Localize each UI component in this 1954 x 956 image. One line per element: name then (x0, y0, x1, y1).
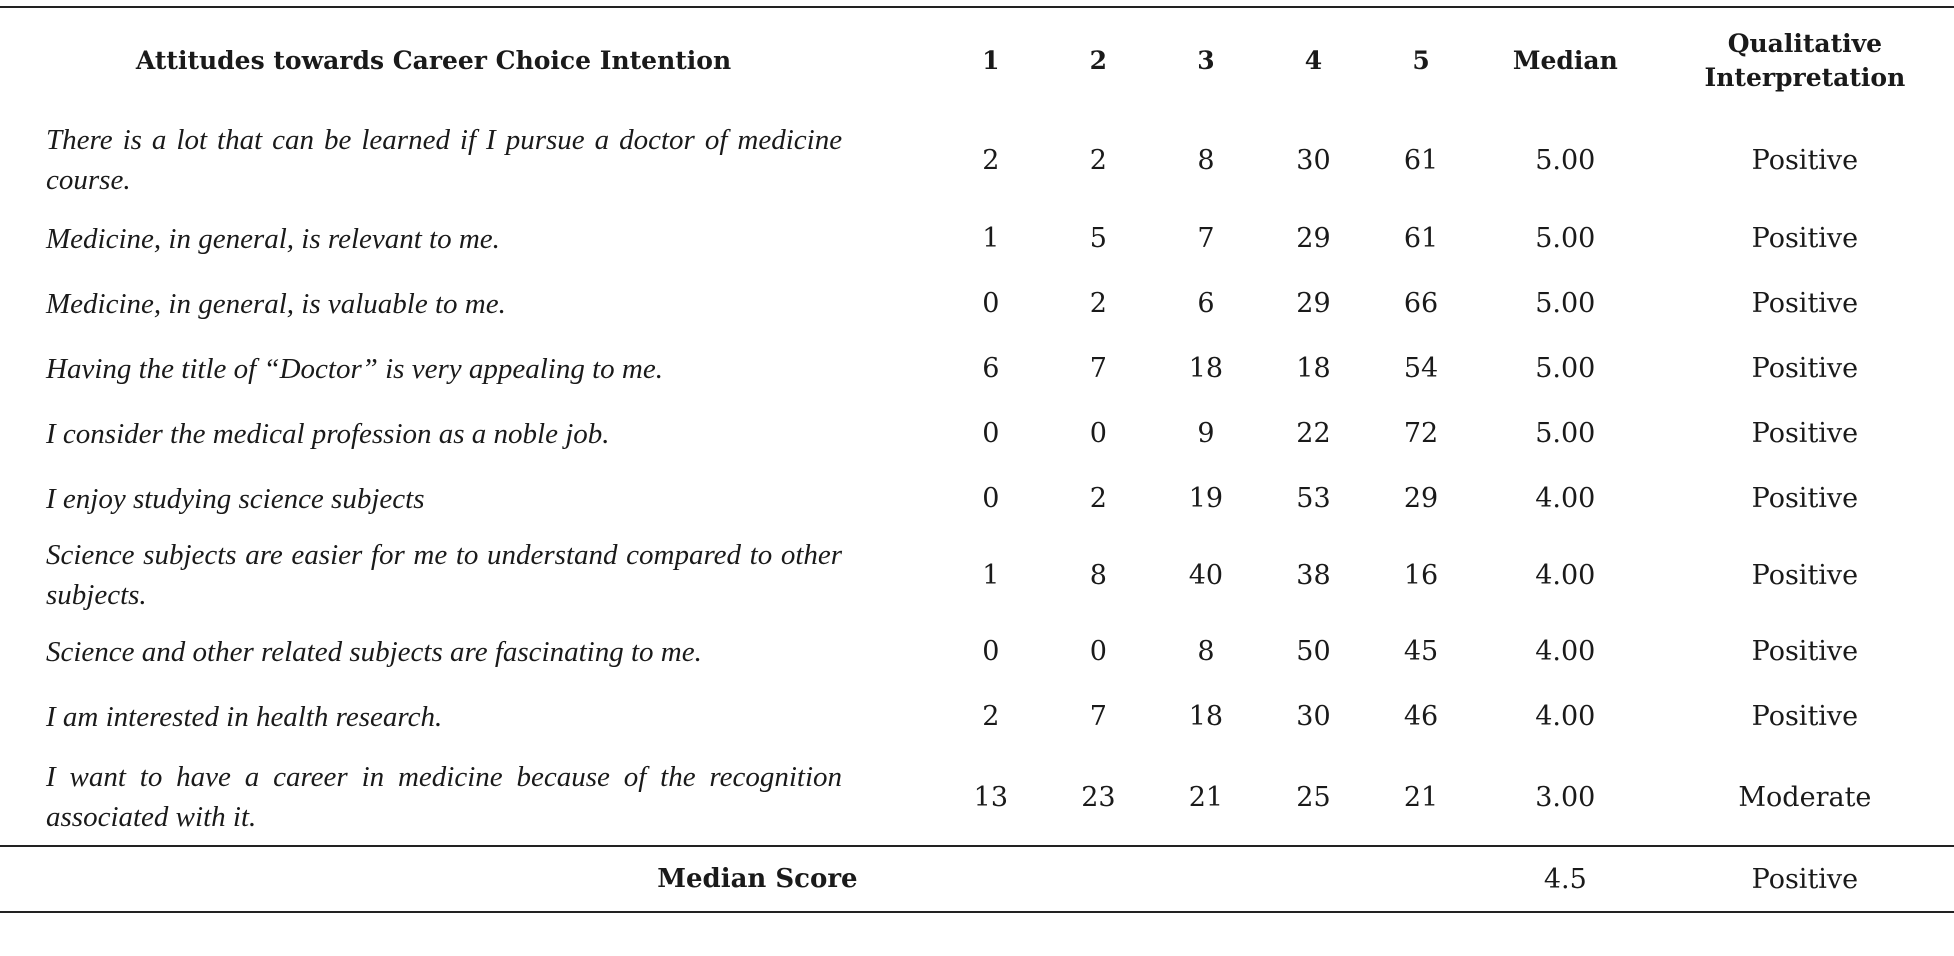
row-count-4: 29 (1296, 223, 1331, 254)
row-interpretation: Positive (1751, 483, 1859, 514)
table-row (0, 336, 1954, 401)
row-statement: Having the title of “Doctor” is very appealing to me. (46, 352, 663, 385)
median-score-label: Median Score (0, 846, 1475, 912)
row-interpretation: Positive (1751, 288, 1859, 319)
row-count-5: 54 (1403, 353, 1439, 384)
median-score-value: 4.5 (1475, 846, 1656, 912)
table-row (0, 271, 1954, 336)
row-count-2: 2 (1089, 144, 1107, 176)
row-interpretation: Positive (1751, 353, 1859, 384)
row-count-1: 2 (982, 144, 1000, 176)
row-count-4: 25 (1296, 781, 1331, 813)
row-count-5: 29 (1403, 483, 1439, 514)
row-median: 4.00 (1535, 559, 1596, 591)
row-count-3: 40 (1188, 559, 1224, 591)
median-score-row (0, 846, 1954, 912)
row-count-4: 30 (1296, 144, 1331, 176)
table-row (0, 619, 1954, 684)
row-count-3: 8 (1197, 636, 1215, 667)
table-row (0, 684, 1954, 749)
attitudes-table (0, 6, 1954, 913)
header-scale-4: 4 (1260, 7, 1368, 114)
row-count-2: 2 (1089, 288, 1107, 319)
row-median: 3.00 (1535, 781, 1596, 813)
row-count-2: 7 (1089, 701, 1107, 732)
header-scale-3: 3 (1152, 7, 1260, 114)
row-interpretation: Positive (1751, 418, 1859, 449)
row-count-5: 46 (1403, 701, 1439, 732)
row-median: 5.00 (1535, 223, 1596, 254)
table-row (0, 206, 1954, 271)
table-row (0, 531, 1954, 619)
header-scale-5: 5 (1367, 7, 1475, 114)
row-count-2: 2 (1089, 483, 1107, 514)
row-count-2: 8 (1089, 559, 1107, 591)
row-count-1: 1 (982, 559, 1000, 591)
row-statement: Science and other related subjects are fascinating to me. (46, 635, 702, 668)
row-count-5: 45 (1403, 636, 1439, 667)
row-interpretation: Positive (1751, 144, 1859, 176)
table-row (0, 401, 1954, 466)
row-count-1: 13 (973, 781, 1009, 813)
row-median: 4.00 (1535, 636, 1596, 667)
row-count-1: 0 (982, 483, 1000, 514)
row-count-4: 30 (1296, 701, 1331, 732)
row-interpretation: Moderate (1738, 781, 1872, 813)
row-count-2: 0 (1089, 636, 1107, 667)
header-scale-1: 1 (937, 7, 1045, 114)
row-count-3: 21 (1188, 781, 1224, 813)
row-median: 5.00 (1535, 144, 1596, 176)
header-row (0, 7, 1954, 114)
header-scale-2: 2 (1045, 7, 1153, 114)
row-count-1: 0 (982, 288, 1000, 319)
row-median: 4.00 (1535, 701, 1596, 732)
row-count-3: 9 (1197, 418, 1215, 449)
row-count-1: 0 (982, 636, 1000, 667)
row-interpretation: Positive (1751, 636, 1859, 667)
row-count-4: 22 (1296, 418, 1331, 449)
row-statement: I consider the medical profession as a noble job. (46, 417, 610, 450)
row-count-2: 5 (1089, 223, 1107, 254)
row-count-2: 0 (1089, 418, 1107, 449)
row-count-3: 6 (1197, 288, 1215, 319)
row-statement: I want to have a career in medicine because of the recognition associated with it. (46, 761, 843, 833)
header-median: Median (1475, 7, 1656, 114)
row-statement: There is a lot that can be learned if I pursue a doctor of medicine course. (46, 124, 843, 196)
row-median: 5.00 (1535, 288, 1596, 319)
row-count-1: 6 (982, 353, 1000, 384)
row-count-4: 18 (1296, 353, 1331, 384)
row-interpretation: Positive (1751, 559, 1859, 591)
row-count-5: 66 (1403, 288, 1439, 319)
row-median: 4.00 (1535, 483, 1596, 514)
row-count-3: 8 (1197, 144, 1215, 176)
table-row (0, 114, 1954, 206)
row-count-2: 7 (1089, 353, 1107, 384)
row-count-1: 2 (982, 701, 1000, 732)
row-count-4: 38 (1296, 559, 1331, 591)
row-interpretation: Positive (1751, 701, 1859, 732)
row-count-4: 29 (1296, 288, 1331, 319)
table-row (0, 749, 1954, 846)
row-statement: I am interested in health research. (46, 700, 443, 733)
row-count-1: 0 (982, 418, 1000, 449)
row-count-5: 61 (1403, 223, 1439, 254)
row-count-2: 23 (1081, 781, 1116, 813)
row-count-3: 18 (1188, 353, 1224, 384)
row-statement: I enjoy studying science subjects (46, 482, 425, 515)
header-interpretation: Qualitative Interpretation (1656, 7, 1954, 114)
row-count-3: 18 (1188, 701, 1224, 732)
row-count-1: 1 (982, 223, 1000, 254)
row-count-5: 61 (1403, 144, 1439, 176)
row-count-5: 72 (1403, 418, 1439, 449)
table-row (0, 466, 1954, 531)
header-statement: Attitudes towards Career Choice Intention (0, 7, 937, 114)
row-statement: Medicine, in general, is valuable to me. (46, 287, 506, 320)
row-median: 5.00 (1535, 418, 1596, 449)
row-statement: Science subjects are easier for me to understand compared to other subjects. (46, 539, 843, 611)
row-count-3: 7 (1197, 223, 1215, 254)
row-statement: Medicine, in general, is relevant to me. (46, 222, 500, 255)
row-count-4: 50 (1296, 636, 1331, 667)
row-count-3: 19 (1188, 483, 1224, 514)
row-interpretation: Positive (1751, 223, 1859, 254)
row-count-4: 53 (1296, 483, 1331, 514)
row-count-5: 21 (1403, 781, 1439, 813)
median-score-interpretation: Positive (1656, 846, 1954, 912)
row-median: 5.00 (1535, 353, 1596, 384)
row-count-5: 16 (1403, 559, 1439, 591)
